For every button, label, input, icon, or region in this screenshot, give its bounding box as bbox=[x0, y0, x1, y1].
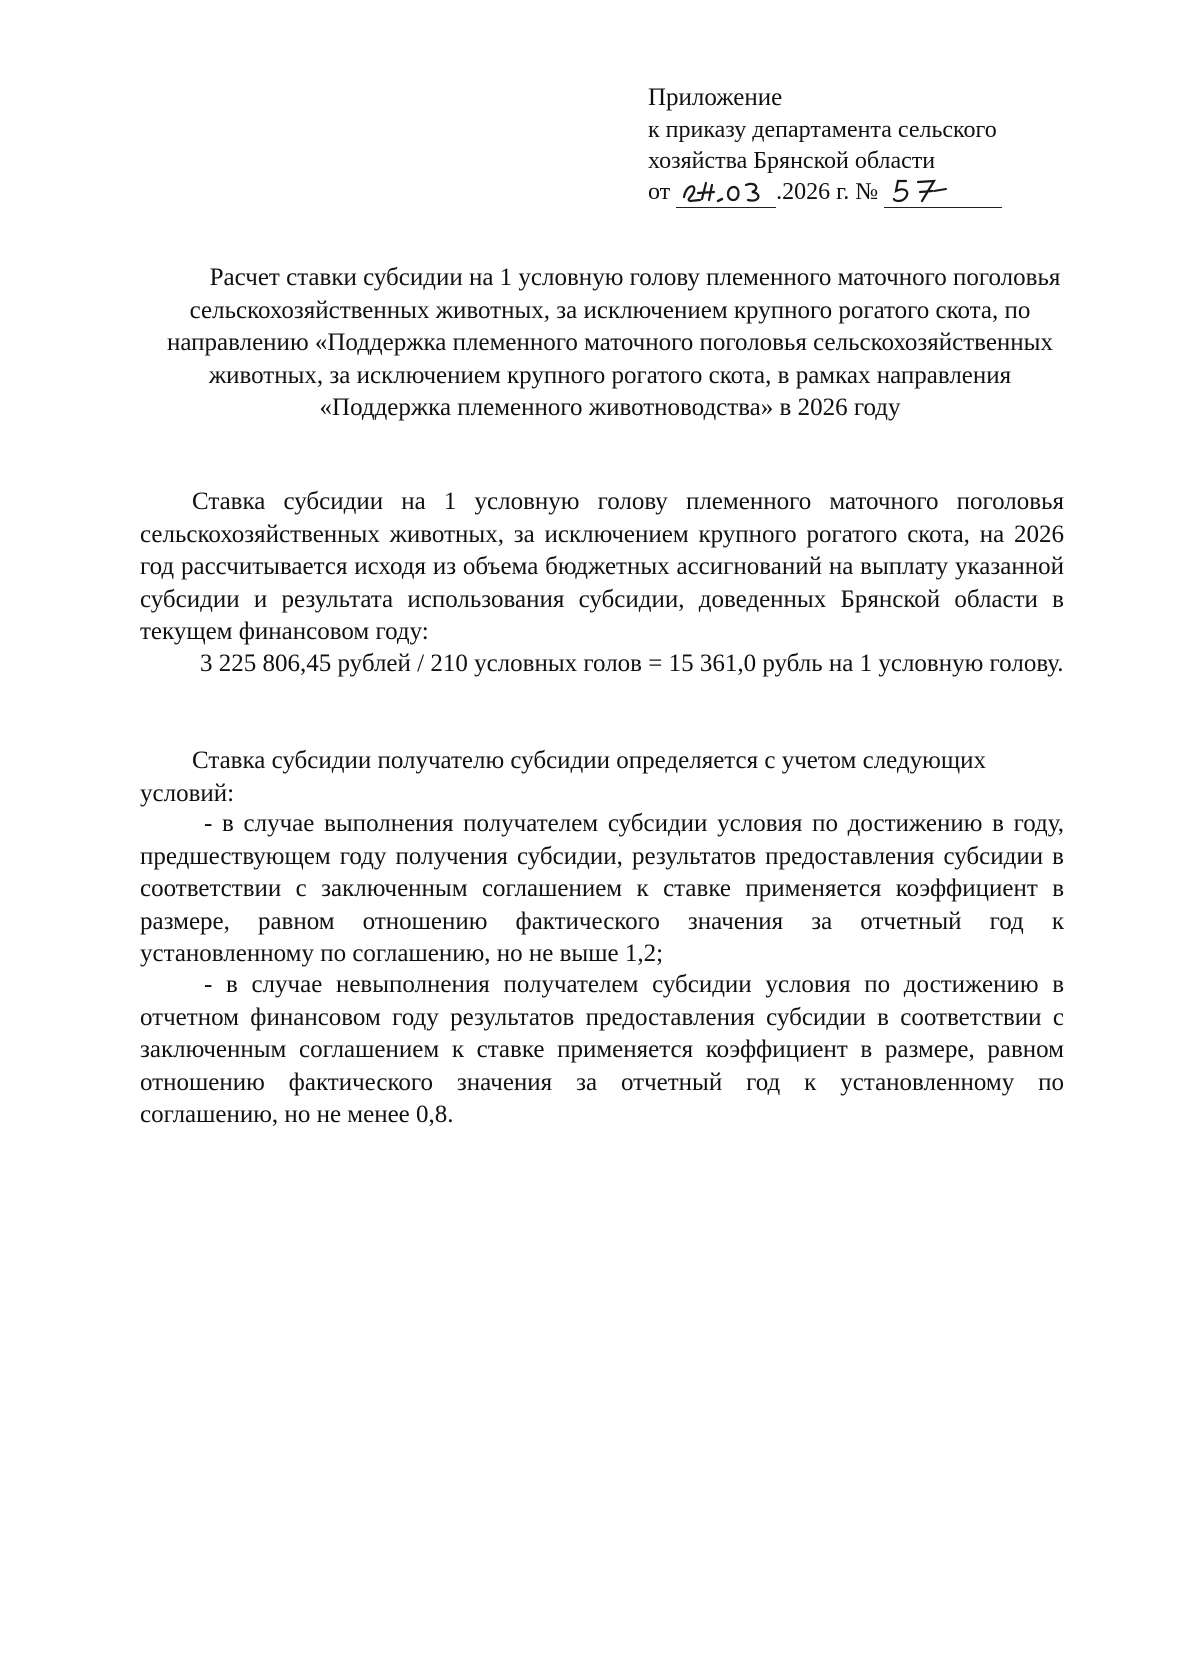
condition-fulfilled: - в случае выполнения получателем субсидии условия по достижению в году, предшествующем году получения субсидии, результатов предоставления субсидии в соответствии с заключенным соглашением к ставке применяется коэффициент в размере, равном отношению фактического значения за отчетный год к установленному по соглашению, но не выше 1,2; bbox=[140, 810, 1064, 967]
date-year-suffix: .2026 г. № bbox=[776, 179, 879, 205]
paragraph-rate-basis: Ставка субсидии на 1 условную голову племенного маточного поголовья сельскохозяйственных животных, за исключением крупного рогатого скота, на 2026 год рассчитывается исходя из объема бюджетных ассигнований на выплату указанной субсидии и результата использования субсидии, доведенных Брянской области в текущем финансовом году: bbox=[140, 488, 1064, 645]
paragraph-conditions-intro: Ставка субсидии получателю субсидии определяется с учетом следующих условий: bbox=[140, 747, 986, 807]
handwritten-date-signature bbox=[676, 173, 776, 207]
paragraph-formula: 3 225 806,45 рублей / 210 условных голов = 15 361,0 рубль на 1 условную голову. bbox=[200, 650, 1064, 677]
date-prefix: от bbox=[648, 179, 671, 205]
handwritten-number-signature bbox=[884, 173, 1002, 207]
appendix-title: Приложение bbox=[648, 84, 783, 111]
appendix-header bbox=[648, 82, 1068, 208]
handwritten-date-field bbox=[676, 179, 776, 208]
document-title: Расчет ставки субсидии на 1 условную голову племенного маточного поголовья сельскохозяйственных животных, за исключением крупного рогатого скота, по направлению «Поддержка племенного маточного поголовья сельскохозяйственных животных, за исключением крупного рогатого скота, в рамках направления «Поддержка племенного животноводства» в 2026 году bbox=[167, 264, 1061, 421]
appendix-date-line bbox=[648, 177, 1068, 208]
condition-not-fulfilled: - в случае невыполнения получателем субсидии условия по достижению в отчетном финансовом году результатов предоставления субсидии в соответствии с заключенным соглашением к ставке применяется коэффициент в размере, равном отношению фактического значения за отчетный год к установленному по соглашению, но не менее 0,8. bbox=[140, 971, 1064, 1128]
appendix-order-line: к приказу департамента сельского bbox=[648, 117, 997, 143]
handwritten-number-field bbox=[884, 179, 1002, 208]
appendix-department-line: хозяйства Брянской области bbox=[648, 148, 936, 174]
